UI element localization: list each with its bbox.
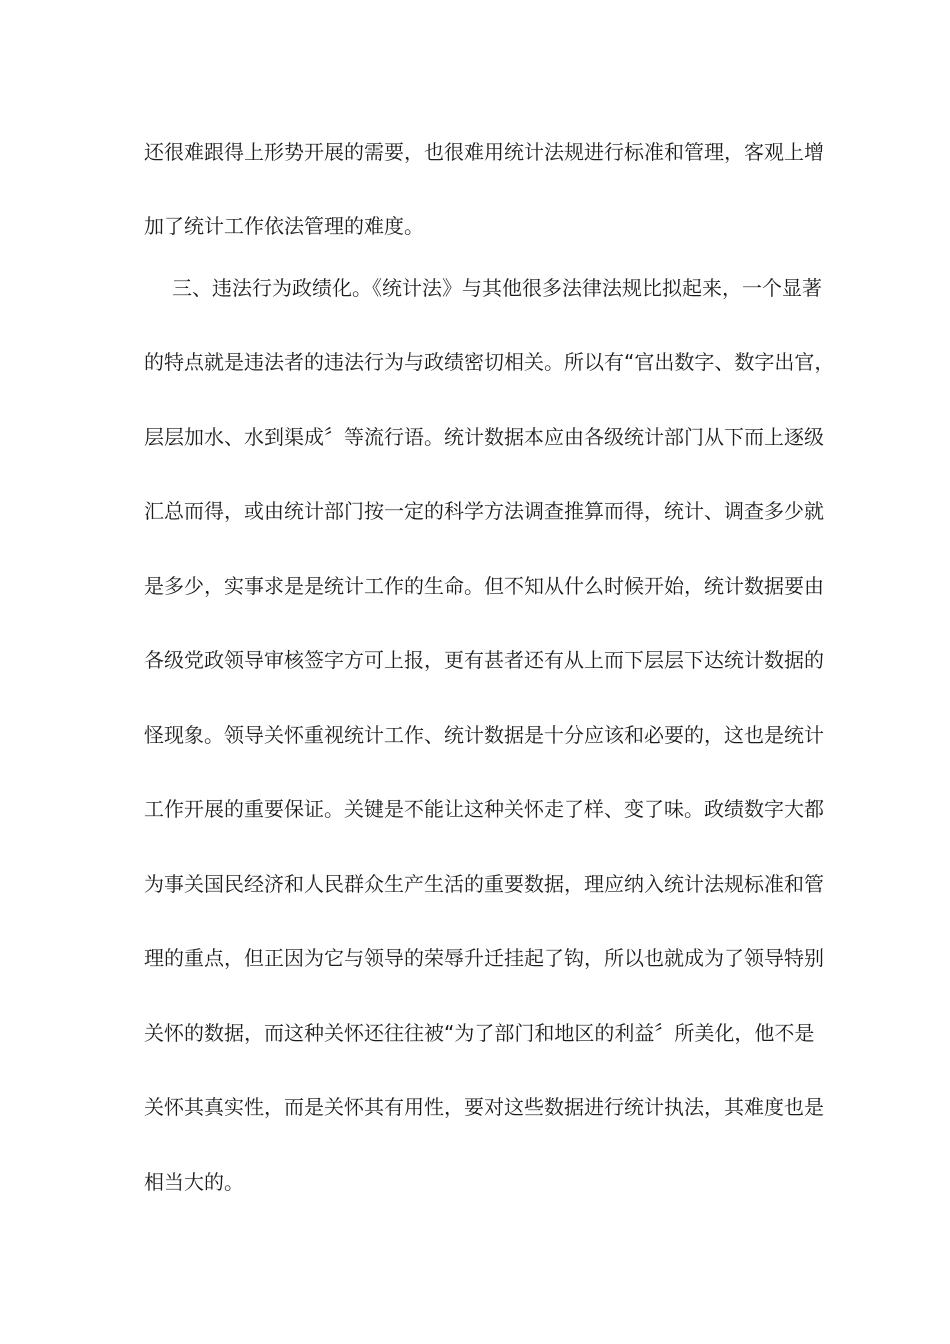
text-line: 工作开展的重要保证。关键是不能让这种关怀走了样、变了味。政绩数字大都	[144, 797, 824, 821]
text-line: 汇总而得，或由统计部门按一定的科学方法调查推算而得，统计、调查多少就	[144, 499, 824, 523]
paragraph-heading-line: 三、违法行为政绩化。《统计法》与其他很多法律法规比拟起来，一个显著	[172, 276, 822, 300]
text-line: 为事关国民经济和人民群众生产生活的重要数据，理应纳入统计法规标准和管	[144, 872, 824, 896]
text-line: 怪现象。领导关怀重视统计工作、统计数据是十分应该和必要的，这也是统计	[144, 723, 824, 747]
text-line: 关怀的数据，而这种关怀还往往被“为了部门和地区的利益〞所美化，他不是	[144, 1021, 815, 1045]
text-line: 相当大的。	[144, 1170, 244, 1194]
text-line: 是多少，实事求是是统计工作的生命。但不知从什么时候开始，统计数据要由	[144, 574, 824, 598]
text-line: 理的重点，但正因为它与领导的荣辱升迁挂起了钩，所以也就成为了领导特别	[144, 946, 824, 970]
text-line: 各级党政领导审核签字方可上报，更有甚者还有从上而下层层下达统计数据的	[144, 648, 824, 672]
text-line: 加了统计工作依法管理的难度。	[144, 214, 424, 238]
text-line: 层层加水、水到渠成〞等流行语。统计数据本应由各级统计部门从下而上逐级	[144, 425, 824, 449]
text-line: 的特点就是违法者的违法行为与政绩密切相关。所以有“官出数字、数字出官，	[144, 350, 835, 374]
text-line: 还很难跟得上形势开展的需要，也很难用统计法规进行标准和管理，客观上增	[144, 140, 824, 164]
text-line: 关怀其真实性，而是关怀其有用性，要对这些数据进行统计执法，其难度也是	[144, 1095, 824, 1119]
